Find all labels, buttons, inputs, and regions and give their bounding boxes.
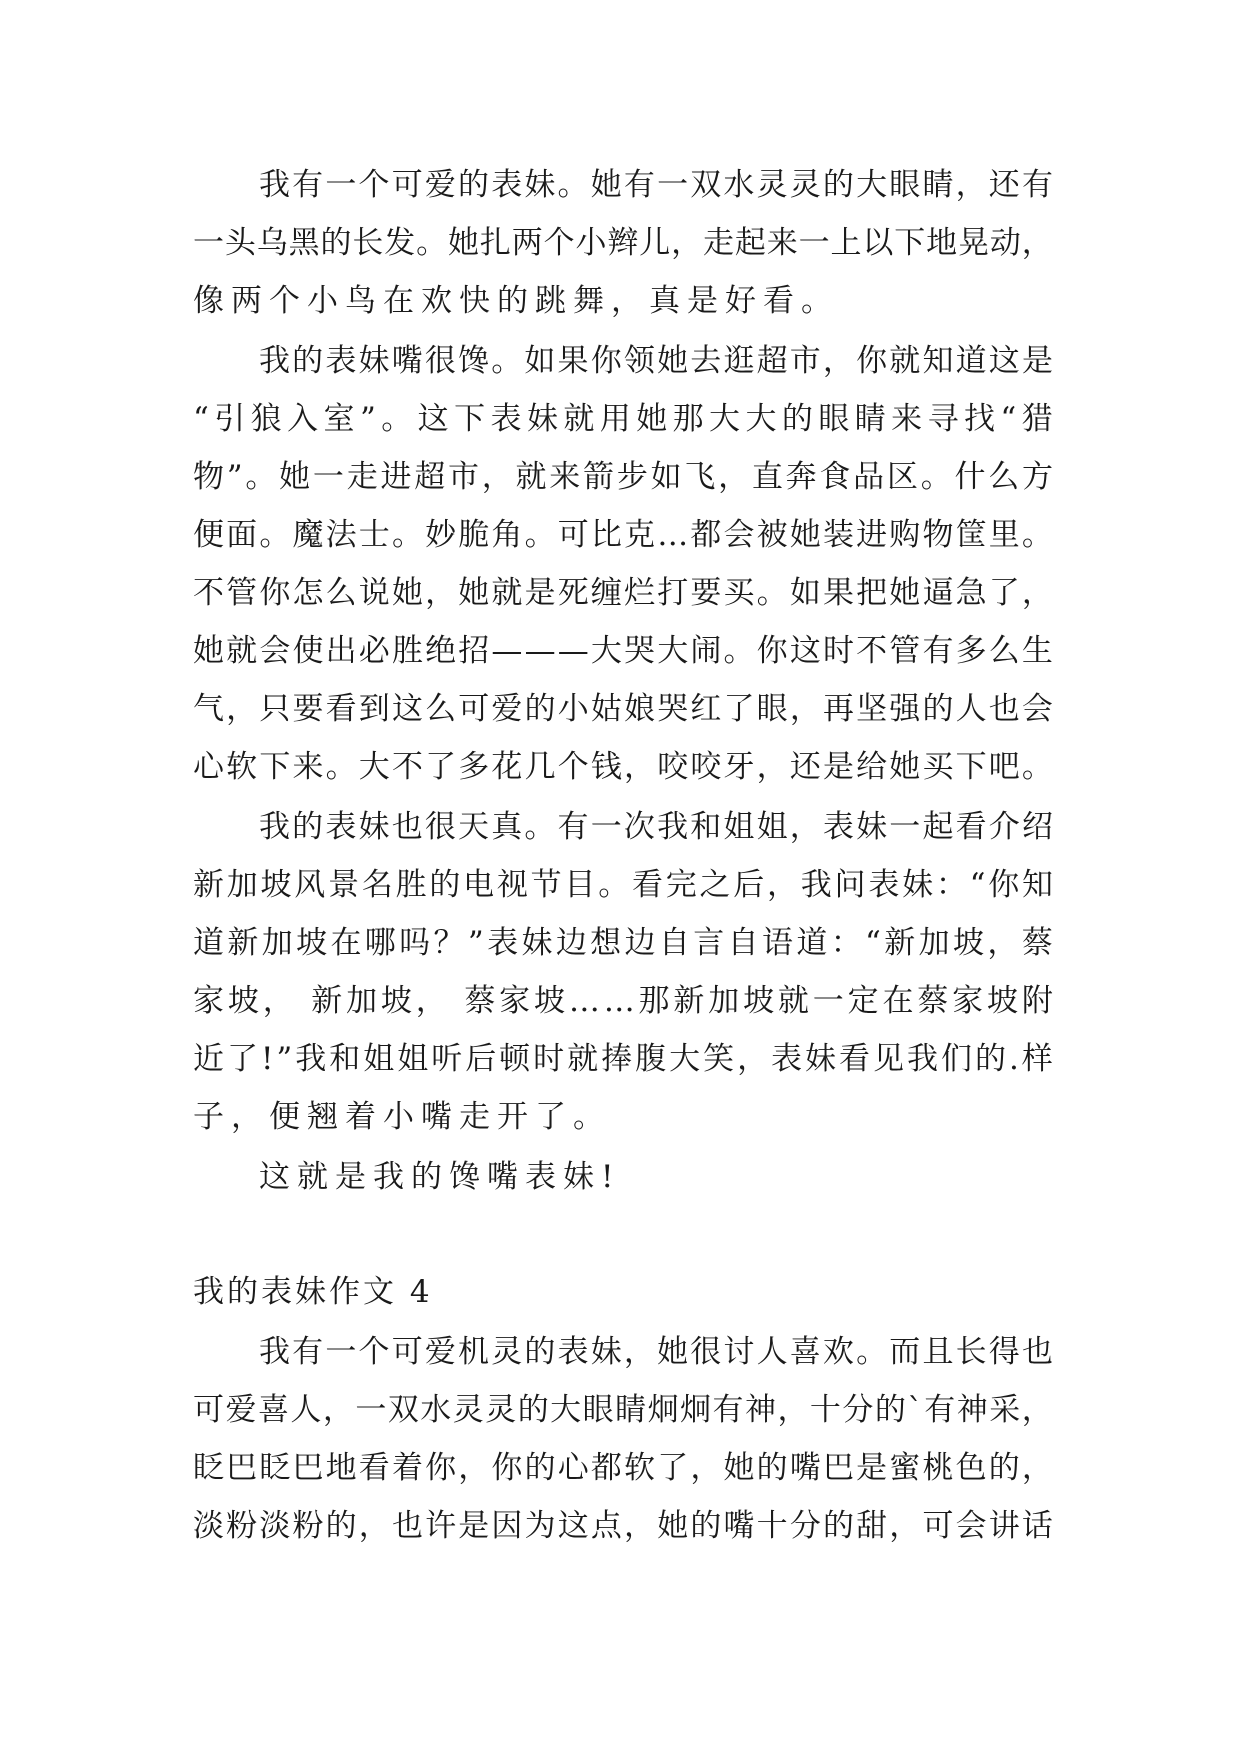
paragraph-line: 我 有 一 个 可 爱 的 表 妹 。 她 有 一 双 水 灵 灵 的 大 眼 睛 ， 还 有 — [259, 167, 1053, 203]
paragraph-line: 可 爱 喜 人 ， 一 双 水 灵 灵 的 大 眼 睛 炯 炯 有 神 ， 十 分 的 ` 有 神 采 ， — [193, 1392, 1053, 1428]
paragraph-line: 一 头 乌 黑 的 长 发 。 她 扎 两 个 小 辫 儿 ， 走 起 来 一 上 以 下 地 晃 动 ， — [193, 225, 1053, 261]
paragraph — [193, 1148, 1053, 1206]
paragraph-line: 我 有 一 个 可 爱 机 灵 的 表 妹 ， 她 很 讨 人 喜 欢 。 而 且 长 得 也 — [259, 1334, 1053, 1370]
paragraph — [193, 332, 1053, 796]
paragraph-line: 不 管 你 怎 么 说 她 ， 她 就 是 死 缠 烂 打 要 买 。 如 果 把 她 逼 急 了 ， — [193, 575, 1053, 611]
paragraph-line: 气 ， 只 要 看 到 这 么 可 爱 的 小 姑 娘 哭 红 了 眼 ， 再 坚 强 的 人 也 会 — [193, 691, 1053, 727]
paragraph-line: 眨 巴 眨 巴 地 看 着 你 ， 你 的 心 都 软 了 ， 她 的 嘴 巴 是 蜜 桃 色 的 ， — [193, 1450, 1053, 1486]
paragraph-line: 物 ” 。 她 一 走 进 超 市 ， 就 来 箭 步 如 飞 ， 直 奔 食 品 区 。 什 么 方 — [193, 459, 1053, 495]
paragraph-line: 子，便翘着小嘴走开了。 — [193, 1099, 611, 1135]
document-page — [193, 156, 1053, 1555]
paragraph-line: 这就是我的馋嘴表妹! — [259, 1159, 621, 1195]
paragraph — [193, 1323, 1053, 1555]
paragraph-line: 新 加 坡 风 景 名 胜 的 电 视 节 目 。 看 完 之 后 ， 我 问 表 妹 ： “ 你 知 — [193, 867, 1053, 903]
paragraph-line: 我 的 表 妹 嘴 很 馋 。 如 果 你 领 她 去 逛 超 市 ， 你 就 知 道 这 是 — [259, 343, 1053, 379]
section-title: 我的表妹作文 4 — [193, 1274, 433, 1310]
paragraph-line: 我 的 表 妹 也 很 天 真 。 有 一 次 我 和 姐 姐 ， 表 妹 一 起 看 介 绍 — [259, 809, 1053, 845]
paragraph-line: 像两个小鸟在欢快的跳舞，真是好看。 — [193, 283, 839, 319]
paragraph-line: “ 引 狼 入 室 ” 。 这 下 表 妹 就 用 她 那 大 大 的 眼 睛 来 寻 找 “ 猎 — [193, 401, 1053, 437]
paragraph — [193, 156, 1053, 330]
paragraph-line: 淡 粉 淡 粉 的 ， 也 许 是 因 为 这 点 ， 她 的 嘴 十 分 的 甜 ， 可 会 讲 话 — [193, 1508, 1053, 1544]
paragraph-line: 心 软 下 来 。 大 不 了 多 花 几 个 钱 ， 咬 咬 牙 ， 还 是 给 她 买 下 吧 。 — [193, 749, 1053, 785]
paragraph — [193, 798, 1053, 1146]
paragraph-line: 道 新 加 坡 在 哪 吗 ？ ” 表 妹 边 想 边 自 言 自 语 道 ： “ 新 加 坡 ， 蔡 — [193, 925, 1053, 961]
paragraph-line: 家 坡 ， 新 加 坡 ， 蔡 家 坡 … … 那 新 加 坡 就 一 定 在 蔡 家 坡 附 — [193, 983, 1053, 1019]
paragraph-line: 便 面 。 魔 法 士 。 妙 脆 角 。 可 比 克 … 都 会 被 她 装 进 购 物 筐 里 。 — [193, 517, 1053, 553]
paragraph-line: 近 了 ! ” 我 和 姐 姐 听 后 顿 时 就 捧 腹 大 笑 ， 表 妹 看 见 我 们 的 . 样 — [193, 1041, 1053, 1077]
paragraph-line: 她 就 会 使 出 必 胜 绝 招 — — — 大 哭 大 闹 。 你 这 时 不 管 有 多 么 生 — [193, 633, 1053, 669]
